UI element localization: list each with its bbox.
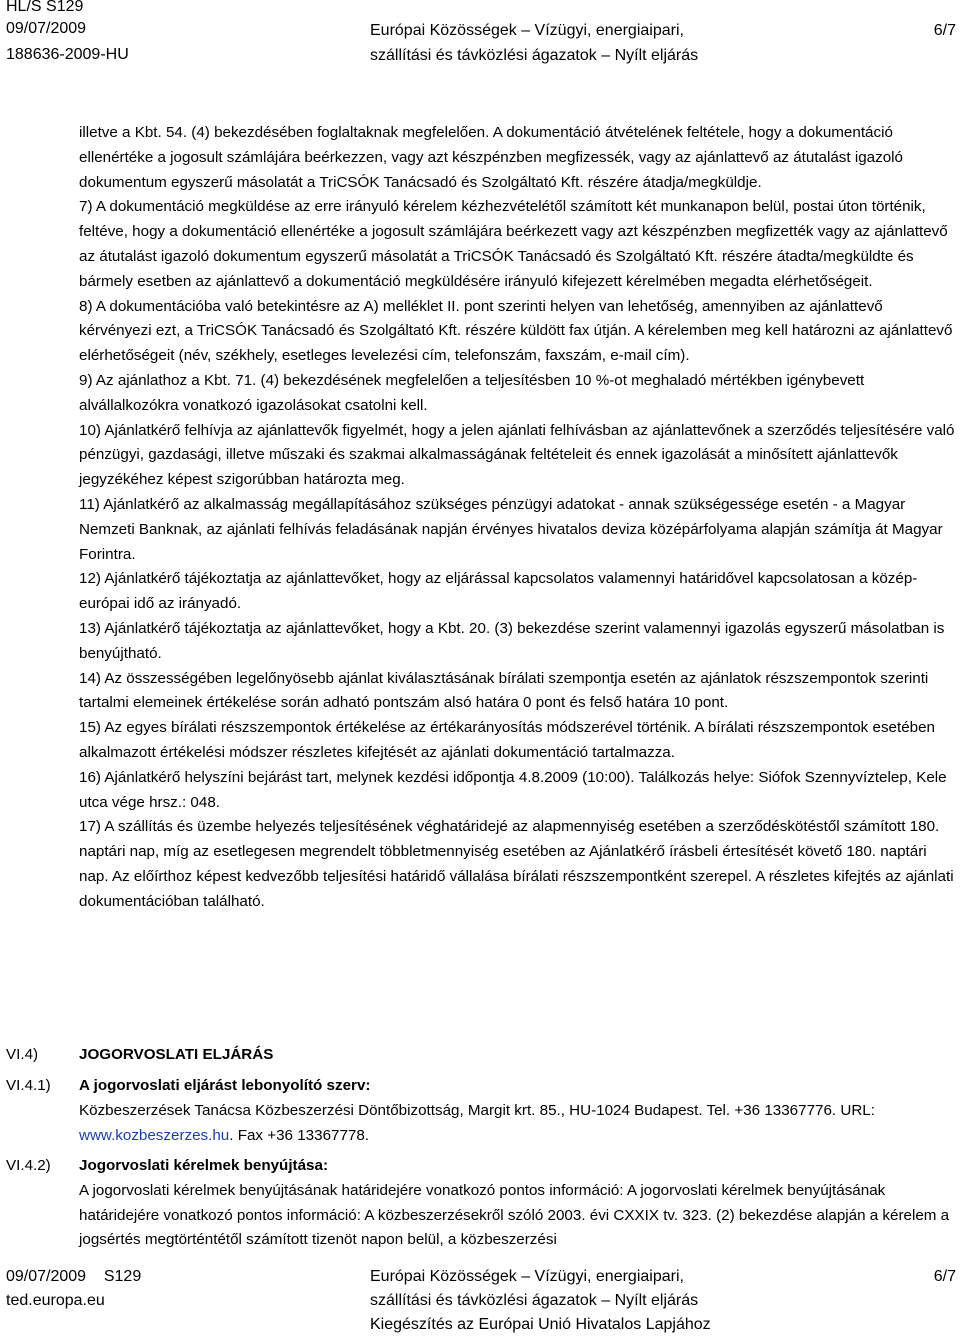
section-content — [79, 1074, 955, 1148]
section-number: VI.4) — [6, 1046, 39, 1063]
footer-date-code: 09/07/2009 S129 — [6, 1268, 142, 1285]
footer-title-line1: Európai Közösségek – Vízügyi, energiaipari, — [370, 1268, 684, 1285]
paragraph: 12) Ajánlatkérő tájékoztatja az ajánlattevőket, hogy az eljárással kapcsolatos valamennyi határidővel kapcsolatosan a közép-európai idő az irányadó. — [79, 570, 918, 613]
section-text: A jogorvoslati kérelmek benyújtásának határidejére vonatkozó pontos információ: A jogorvoslati kérelmek benyújtásának határidejére vonatkozó pontos információ: A közbeszerzésekről szóló 2003. évi CXXIX tv. 323. (2) bekezdése alapján a kérelem a jogsértés megtörténtétől számított tizenöt napon belül, a közbeszerzési — [79, 1181, 950, 1249]
fax-text: . Fax +36 13367778. — [229, 1126, 370, 1144]
header-title-line1: Európai Közösségek – Vízügyi, energiaipari, — [370, 22, 684, 39]
paragraph: 16) Ajánlatkérő helyszíni bejárást tart, melynek kezdési időpontja 4.8.2009 (10:00). Találkozás helye: Siófok Szennyvíztelep, Kele utca vége hrsz.: 048. — [79, 768, 947, 811]
paragraph: 9) Az ajánlathoz a Kbt. 71. (4) bekezdésének megfelelően a teljesítésben 10 %-ot meghaladó mértékben igénybevett alvállalkozókra vonatkozó igazolásokat csatolni kell. — [79, 371, 865, 414]
paragraph: 10) Ajánlatkérő felhívja az ajánlattevők figyelmét, hogy a jelen ajánlati felhívásban az ajánlattevőnek a szerződés teljesítésére való pénzügyi, gazdasági, illetve műszaki és szakmai alkalmasságának feltételeit és ennek igazolását a minősített ajánlattevők jegyzékéhez képest szigorúbban határozta meg. — [79, 421, 955, 489]
section-title: JOGORVOSLATI ELJÁRÁS — [79, 1046, 274, 1063]
header-title-line2: szállítási és távközlési ágazatok – Nyílt eljárás — [370, 47, 699, 64]
page-footer — [0, 1264, 960, 1338]
section-number: VI.4.2) — [6, 1157, 51, 1174]
footer-page-number: 6/7 — [933, 1268, 956, 1285]
website-link[interactable]: www.kozbeszerzes.hu — [79, 1126, 230, 1144]
doc-code: HL/S S129 — [6, 0, 84, 15]
paragraph: illetve a Kbt. 54. (4) bekezdésében foglaltaknak megfelelően. A dokumentáció átvételének feltétele, hogy a dokumentáció ellenértéke a jogosult számlájára beérkezzen, vagy azt készpénzben megfizessék, vagy az ajánlattevő az átutalást igazoló dokumentum egyszerű másolatát a TriCSÓK Tanácsadó és Szolgáltató Kft. részére átadja/megküldje. — [79, 124, 903, 191]
footer-title-line3: Kiegészítés az Európai Unió Hivatalos Lapjához — [370, 1316, 711, 1333]
paragraph: 7) A dokumentáció megküldése az erre irányuló kérelem kézhezvételétől számított két munkanapon belül, postai úton történik, feltéve, hogy a dokumentáció ellenértéke a jogosult számlájára beérkezett vagy azt készpénzben megfizették vagy az ajánlattevő az átutalást igazoló dokumentum egyszerű másolatát a TriCSÓK Tanácsadó és Szolgáltató Kft. részére átadta/megküldte és bármely esetben az ajánlattevő a dokumentáció megküldésére irányuló kifejezett kérelmében megadta elérhetőségeit. — [79, 198, 948, 290]
paragraph: 11) Ajánlatkérő az alkalmasság megállapításához szükséges pénzügyi adatokat - annak szükségessége esetén - a Magyar Nemzeti Banknak, az ajánlati felhívás feladásának napján érvényes hivatalos deviza középárfolyama alapján számítja át Magyar Forintra. — [79, 495, 943, 563]
footer-site: ted.europa.eu — [6, 1292, 105, 1309]
doc-ref: 188636-2009-HU — [6, 46, 129, 63]
paragraph: 13) Ajánlatkérő tájékoztatja az ajánlattevőket, hogy a Kbt. 20. (3) bekezdése szerint valamennyi igazolás egyszerű másolatban is benyújtható. — [79, 619, 945, 662]
doc-date: 09/07/2009 — [6, 20, 87, 37]
paragraph: 15) Az egyes bírálati részszempontok értékelése az értékarányosítás módszerével történik. A bírálati részszempontok esetében alkalmazott értékelési módszer részletes kifejtését az ajánlati dokumentáció tartalmazza. — [79, 719, 935, 761]
section-title: Jogorvoslati kérelmek benyújtása: — [79, 1157, 329, 1174]
footer-title-line2: szállítási és távközlési ágazatok – Nyílt eljárás — [370, 1292, 699, 1309]
contact-info — [79, 1099, 955, 1149]
section-number: VI.4.1) — [6, 1077, 51, 1094]
section-title: A jogorvoslati eljárást lebonyolító szerv: — [79, 1077, 371, 1094]
paragraph: 8) A dokumentációba való betekintésre az A) melléklet II. pont szerinti helyen van lehetőség, amennyiben az ajánlattevő kérvényezi ezt, a TriCSÓK Tanácsadó és Szolgáltató Kft. részére küldött fax útján. A kérelemben meg kell határozni az ajánlattevő elérhetőségeit (név, székhely, esetleges levelezési cím, telefonszám, faxszám, e-mail cím). — [79, 297, 953, 365]
contact-text: Közbeszerzések Tanácsa Közbeszerzési Döntőbizottság, Margit krt. 85., HU-1024 Budapest. Tel. +36 13367776. URL: — [79, 1101, 875, 1119]
section-body-text — [79, 121, 955, 915]
page-header — [0, 0, 960, 70]
paragraph: 17) A szállítás és üzembe helyezés teljesítésének véghatáridejé az alapmennyiség esetében a szerződéskötéstől számított 180. naptári nap, míg az esetlegesen megrendelt többletmennyiség esetében az Ajánlatkérő írásbeli értesítését követő 180. naptári nap. Az előírthoz képest kedvezőbb teljesítési határidő vállalása bírálati részszempontként szerepel. A részletes kifejtés az ajánlati dokumentációban található. — [79, 818, 954, 910]
paragraph: 14) Az összességében legelőnyösebb ajánlat kiválasztásának bírálati szempontja esetén az ajánlatok részszempontok szerinti tartalmi elemeinek értékelése során adható pontszám alsó határa 0 pont és felső határa 10 pont. — [79, 669, 929, 712]
page-number: 6/7 — [933, 22, 956, 39]
section-content — [79, 1154, 955, 1253]
